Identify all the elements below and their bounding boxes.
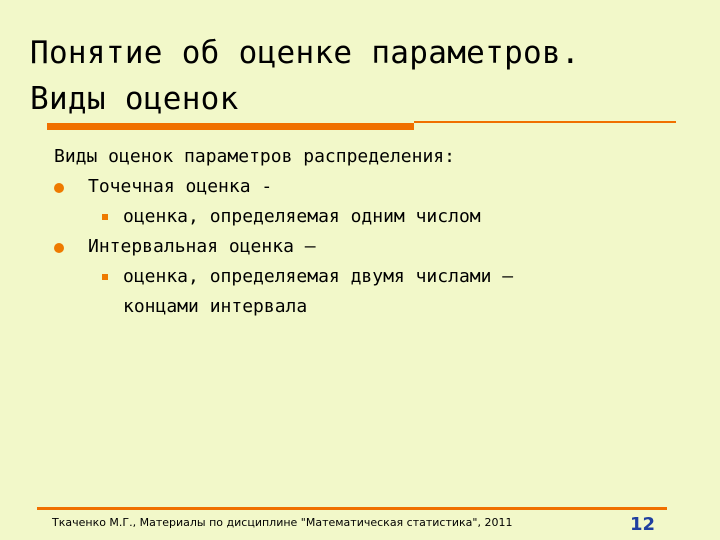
intro-text: Виды оценок параметров распределения: bbox=[54, 146, 455, 167]
bullet-label: Интервальная оценка – bbox=[88, 236, 316, 257]
footer-credit: Ткаченко М.Г., Материалы по дисциплине "Математическая статистика", 2011 bbox=[52, 516, 513, 529]
bullet-dot-icon bbox=[54, 183, 64, 193]
slide-title bbox=[30, 30, 690, 122]
footer-divider bbox=[37, 507, 667, 510]
bullet-item-interval-estimate bbox=[54, 232, 694, 262]
page-number: 12 bbox=[630, 514, 656, 535]
sub-item-interval-estimate bbox=[54, 262, 694, 322]
bullet-dot-icon bbox=[54, 243, 64, 253]
title-underline-thick bbox=[47, 123, 414, 130]
sub-item-text: оценка, определяемая одним числом bbox=[123, 206, 481, 227]
sub-item-text: оценка, определяемая двумя числами – концами интервала bbox=[123, 266, 514, 317]
bullet-item-point-estimate bbox=[54, 172, 694, 202]
title-underline-thin bbox=[414, 121, 676, 123]
square-bullet-icon bbox=[102, 214, 108, 220]
slide-title-line-1: Понятие об оценке параметров. bbox=[30, 35, 580, 71]
sub-item-point-estimate bbox=[54, 202, 694, 232]
bullet-label: Точечная оценка - bbox=[88, 176, 273, 197]
square-bullet-icon bbox=[102, 274, 108, 280]
slide-title-line-2: Виды оценок bbox=[30, 81, 239, 117]
slide-content bbox=[54, 142, 694, 322]
